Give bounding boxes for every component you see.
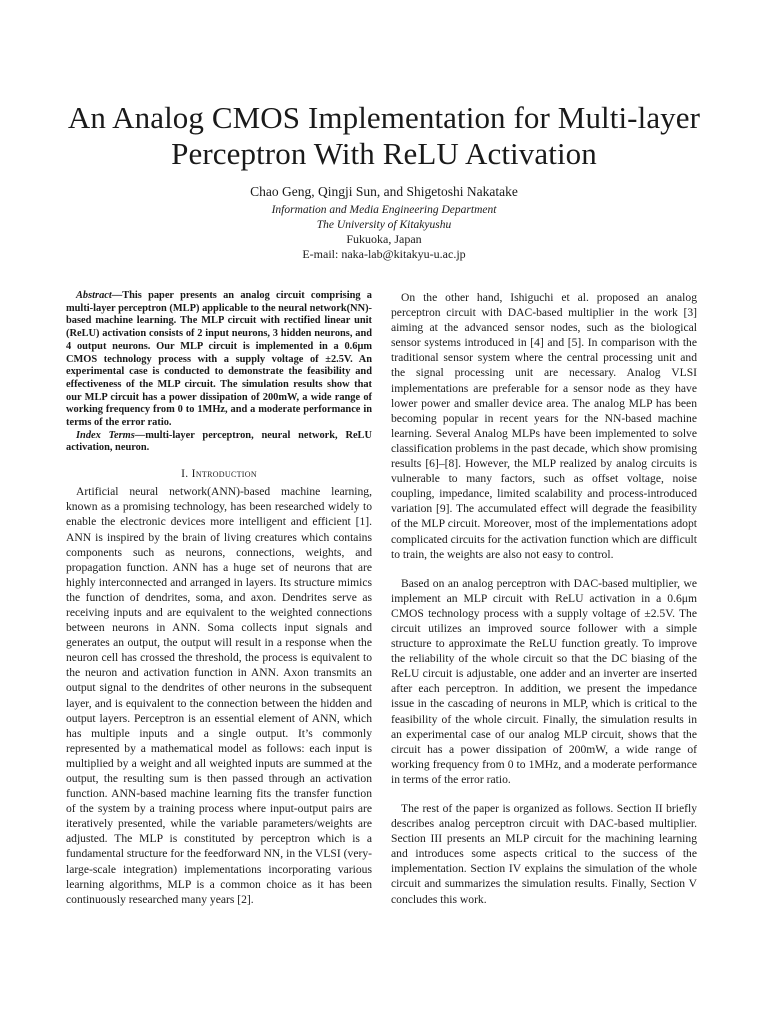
abstract-dash: — bbox=[111, 290, 123, 301]
intro-paragraph-4: The rest of the paper is organized as follows. Section II briefly describes analog perceptron circuit with DAC-based multiplier. Section III presents an MLP circuit for the machining learning and introduces some aspects critical to the success of the implementation. Section IV explains the simulation of the whole circuit and summarizes the simulation results. Finally, Section V concludes this work. bbox=[391, 802, 697, 906]
abstract bbox=[66, 290, 372, 430]
index-terms-dash: — bbox=[134, 429, 146, 441]
index-terms-label: Index Terms bbox=[76, 429, 135, 441]
affiliation-email: E-mail: naka-lab@kitakyu-u.ac.jp bbox=[302, 247, 466, 261]
intro-paragraph-2: On the other hand, Ishiguchi et al. proposed an analog perceptron circuit with DAC-based multiplier in the work [3] aiming at the advanced sensor nodes, such as the biological sensor systems introduced in [4] and [5]. In comparison with the traditional sensor system where the central processing unit and the signal processing unit are necessary. Analog VLSI implementations are preferable for a sensor node as they have lower power and smaller device area. The analog MLP has been becoming popular in recent years for the NN-based machine learning. Several Analog MLPs have been implemented to solve classification problems in the past decade, which show promising results [6]–[8]. However, the MLP realized by analog circuits is vulnerable to many factors, such as offset voltage, noise coupling, impedance, limited scalability and process-introduced variation [9]. The accumulated effect will degrade the feasibility of the MLP circuit. Moreover, most of the implementations adopt complicated circuits for the activation function which are difficult to train, the weights are also not easy to control. bbox=[391, 291, 697, 561]
section-number: I. bbox=[181, 467, 189, 481]
section-title: Introduction bbox=[191, 467, 257, 481]
paper-title: An Analog CMOS Implementation for Multi-layer Perceptron With ReLU Activation bbox=[67, 100, 701, 171]
index-terms bbox=[66, 430, 372, 455]
intro-paragraph-3: Based on an analog perceptron with DAC-based multiplier, we implement an MLP circuit with ReLU activation in a 0.6μm CMOS technology process with a supply voltage of ±2.5V. The circuit utilizes an improved source follower with a simple structure to approximate the ReLU function greatly. To improve the reliability of the whole circuit so that the DC biasing of the ReLU circuit is adjustable, one adder and an inverter are inserted after each perceptron. In addition, we present the impedance issue in the cascading of neurons in MLP, which is critical to the feasibility of the whole circuit. Finally, the simulation results in an experimental case of our analog MLP circuit, shows that the circuit has a power dissipation of 200mW, a wide range of working frequency from 0 to 1MHz, and a moderate performance in terms of the error ratio. bbox=[391, 576, 697, 786]
affiliation-university: The University of Kitakyushu bbox=[316, 219, 452, 231]
affiliation-location: Fukuoka, Japan bbox=[346, 232, 422, 246]
author-list: Chao Geng, Qingji Sun, and Shigetoshi Nakatake bbox=[250, 184, 518, 199]
abstract-label: Abstract bbox=[76, 290, 112, 301]
right-column bbox=[391, 290, 697, 907]
index-terms-text: multi-layer perceptron, neural network, ReLU activation, neuron. bbox=[66, 429, 372, 454]
affiliation-department: Information and Media Engineering Department bbox=[271, 204, 497, 216]
section-heading-introduction bbox=[66, 466, 372, 481]
abstract-text: This paper presents an analog circuit comprising a multi-layer perceptron (MLP) applicable to the neural network(NN)-based machine learning. The MLP circuit with rectified linear unit (ReLU) activation consists of 2 input neurons, 3 hidden neurons, and 4 output neurons. Our MLP circuit is implemented in a 0.6μm CMOS technology process with a supply voltage of ±2.5V. An experimental case is conducted to demonstrate the feasibility and effectiveness of the MLP circuit. The simulation results show that our MLP circuit has a power dissipation of 200mW, a wide range of working frequency from 0 to 1MHz, and a moderate performance in terms of the error ratio. bbox=[66, 290, 372, 429]
intro-paragraph-1: Artificial neural network(ANN)-based machine learning, known as a promising technology, has been researched widely to enable the electronic devices more intelligent and efficient [1]. ANN is inspired by the brain of living creatures which contains components such as neurons, connections, weights, and propagation function. ANN has a huge set of neurons that are highly interconnected and arranged in layers. Its structure mimics the function of dendrites, soma, and axon. Dendrites serve as receiving inputs and are equivalent to the weighted connections between neurons in ANN. Soma collects input signals and generates an output, the output will result in a response when the neuron cell has crossed the threshold, the process is equivalent to the neuron and activation function in ANN. Axon transmits an output signal to the dendrites of other neurons in the subsequent layer, and is equivalent to the connection between the hidden and output layers. Perceptron is an essential element of ANN, which has multiple inputs and a single output. It’s commonly represented by a mathematical model as follows: each input is multiplied by a weight and all weighted inputs are summed at the output, the resulting sum is then passed through an activation function. ANN-based machine learning fits the transfer function of the system by a training process where input-output pairs are iteratively presented, while the variable parameters/weights are adjusted. The MLP is constituted by perceptron which is a fundamental structure for the feedforward NN, in the VLSI (very-large-scale integration) implementations incorporating various learning algorithms, MLP is a common choice as it has been continuously researched many years [2]. bbox=[66, 485, 372, 906]
left-column bbox=[66, 290, 372, 907]
